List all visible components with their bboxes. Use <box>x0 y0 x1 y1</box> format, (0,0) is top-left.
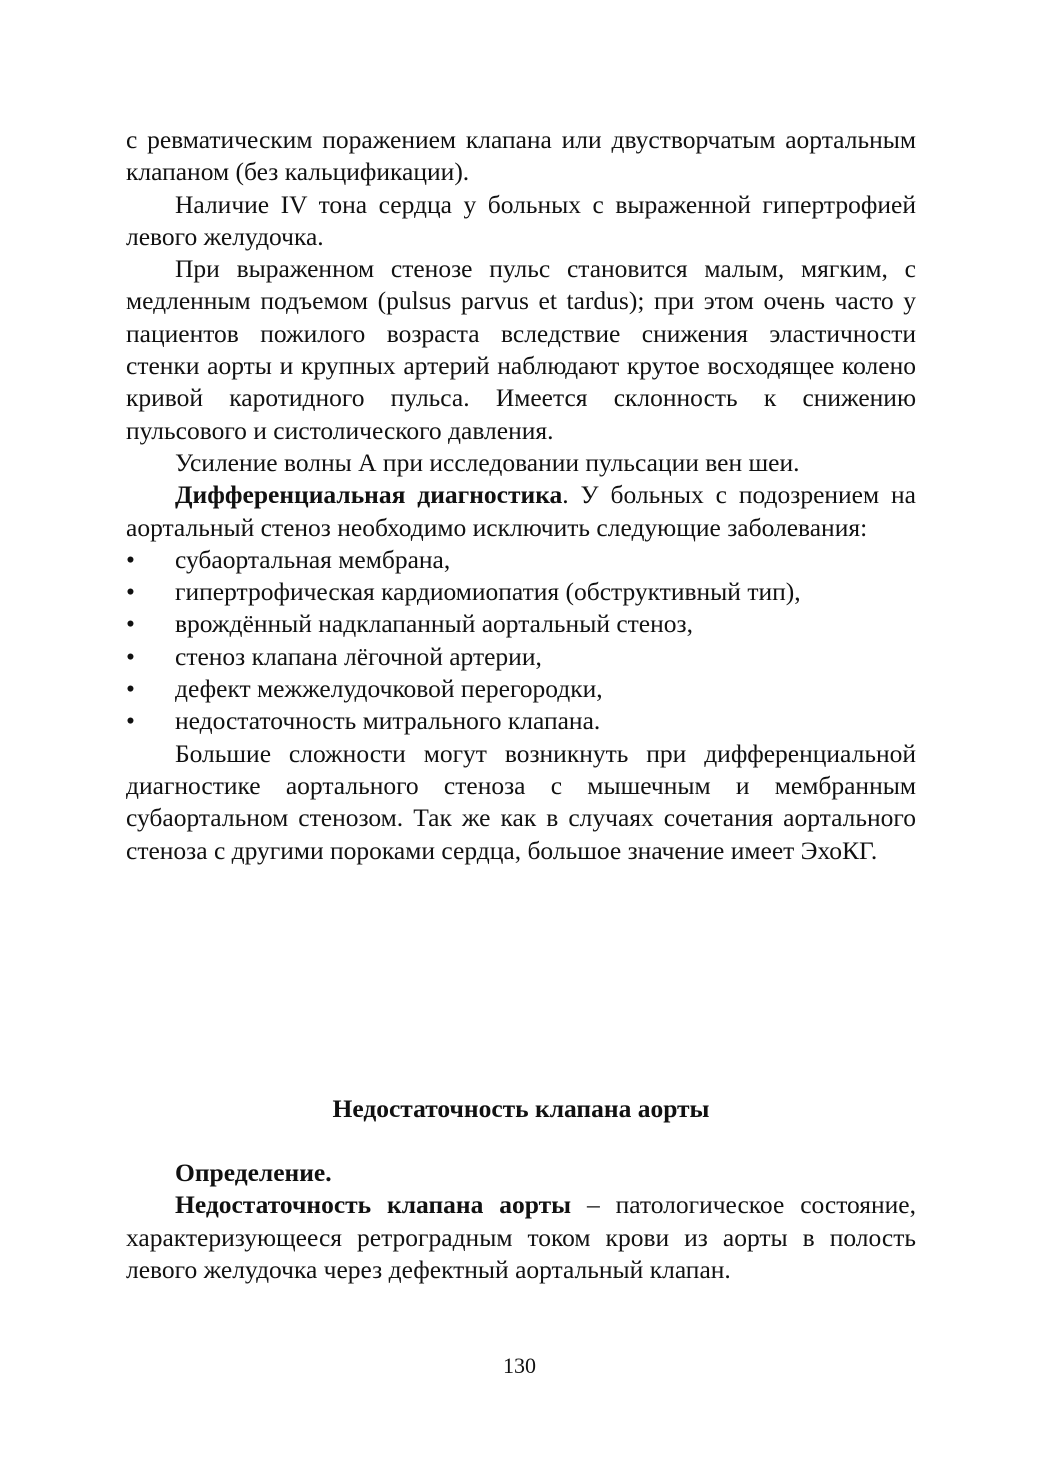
differential-list <box>126 544 916 738</box>
list-item-text: врождённый надклапанный аортальный стеноз, <box>175 609 693 639</box>
list-item <box>126 641 916 673</box>
bullet-icon: • <box>126 674 135 704</box>
list-item <box>126 673 916 705</box>
paragraph-wave-a: Усиление волны А при исследовании пульсации вен шеи. <box>175 447 800 477</box>
page-number: 130 <box>503 1353 536 1378</box>
paragraph-difficulties: Большие сложности могут возникнуть при дифференциальной диагностике аортального стеноза с мышечным и мембранным субаортальном стенозом. Так же как в случаях сочетания аортального стеноза с другими пороками сердца, большое значение имеет ЭхоКГ. <box>126 738 916 865</box>
list-item <box>126 705 916 737</box>
paragraph-fourth-heart-sound: Наличие IV тона сердца у больных с выраженной гипертрофией левого желудочка. <box>126 189 916 251</box>
differential-diagnosis-term: Дифференциальная диагностика <box>175 480 563 510</box>
definition-term: Недостаточность клапана аорты <box>175 1190 572 1220</box>
bullet-icon: • <box>126 609 135 639</box>
definition-heading: Определение. <box>175 1158 332 1187</box>
differential-diagnosis-text: . У больных с подозрением на аортальный стеноз необходимо исключить следующие заболевания: <box>126 480 916 542</box>
bullet-icon: • <box>126 577 135 607</box>
list-item <box>126 576 916 608</box>
list-item-text: дефект межжелудочковой перегородки, <box>175 674 603 704</box>
bullet-icon: • <box>126 544 135 574</box>
list-item <box>126 544 916 576</box>
list-item-text: субаортальная мембрана, <box>175 544 451 574</box>
page-body <box>126 124 916 867</box>
list-item-text: недостаточность митрального клапана. <box>175 706 601 736</box>
paragraph-pulse: При выраженном стенозе пульс становится малым, мягким, с медленным подъемом (pulsus parvus et tardus); при этом очень часто у пациентов пожилого возраста вследствие снижения эластичности стенки аорты и крупных артерий наблюдают крутое восходящее колено кривой каротидного пульса. Имеется склонность к снижению пульсового и систолического давления. <box>126 254 916 445</box>
definition-block <box>126 1157 916 1286</box>
bullet-icon: • <box>126 706 135 736</box>
paragraph-differential-diagnosis <box>126 479 916 544</box>
list-item <box>126 608 916 640</box>
definition-text: – патологическое состояние, характеризующееся ретроградным током крови из аорты в полость левого желудочка через дефектный аортальный клапан. <box>126 1190 916 1284</box>
definition-paragraph <box>126 1189 916 1286</box>
bullet-icon: • <box>126 641 135 671</box>
list-item-text: гипертрофическая кардиомиопатия (обструктивный тип), <box>175 577 801 607</box>
section-title: Недостаточность клапана аорты <box>332 1094 710 1123</box>
paragraph-continuation: с ревматическим поражением клапана или двустворчатым аортальным клапаном (без кальцификации). <box>126 125 916 187</box>
list-item-text: стеноз клапана лёгочной артерии, <box>175 641 542 671</box>
